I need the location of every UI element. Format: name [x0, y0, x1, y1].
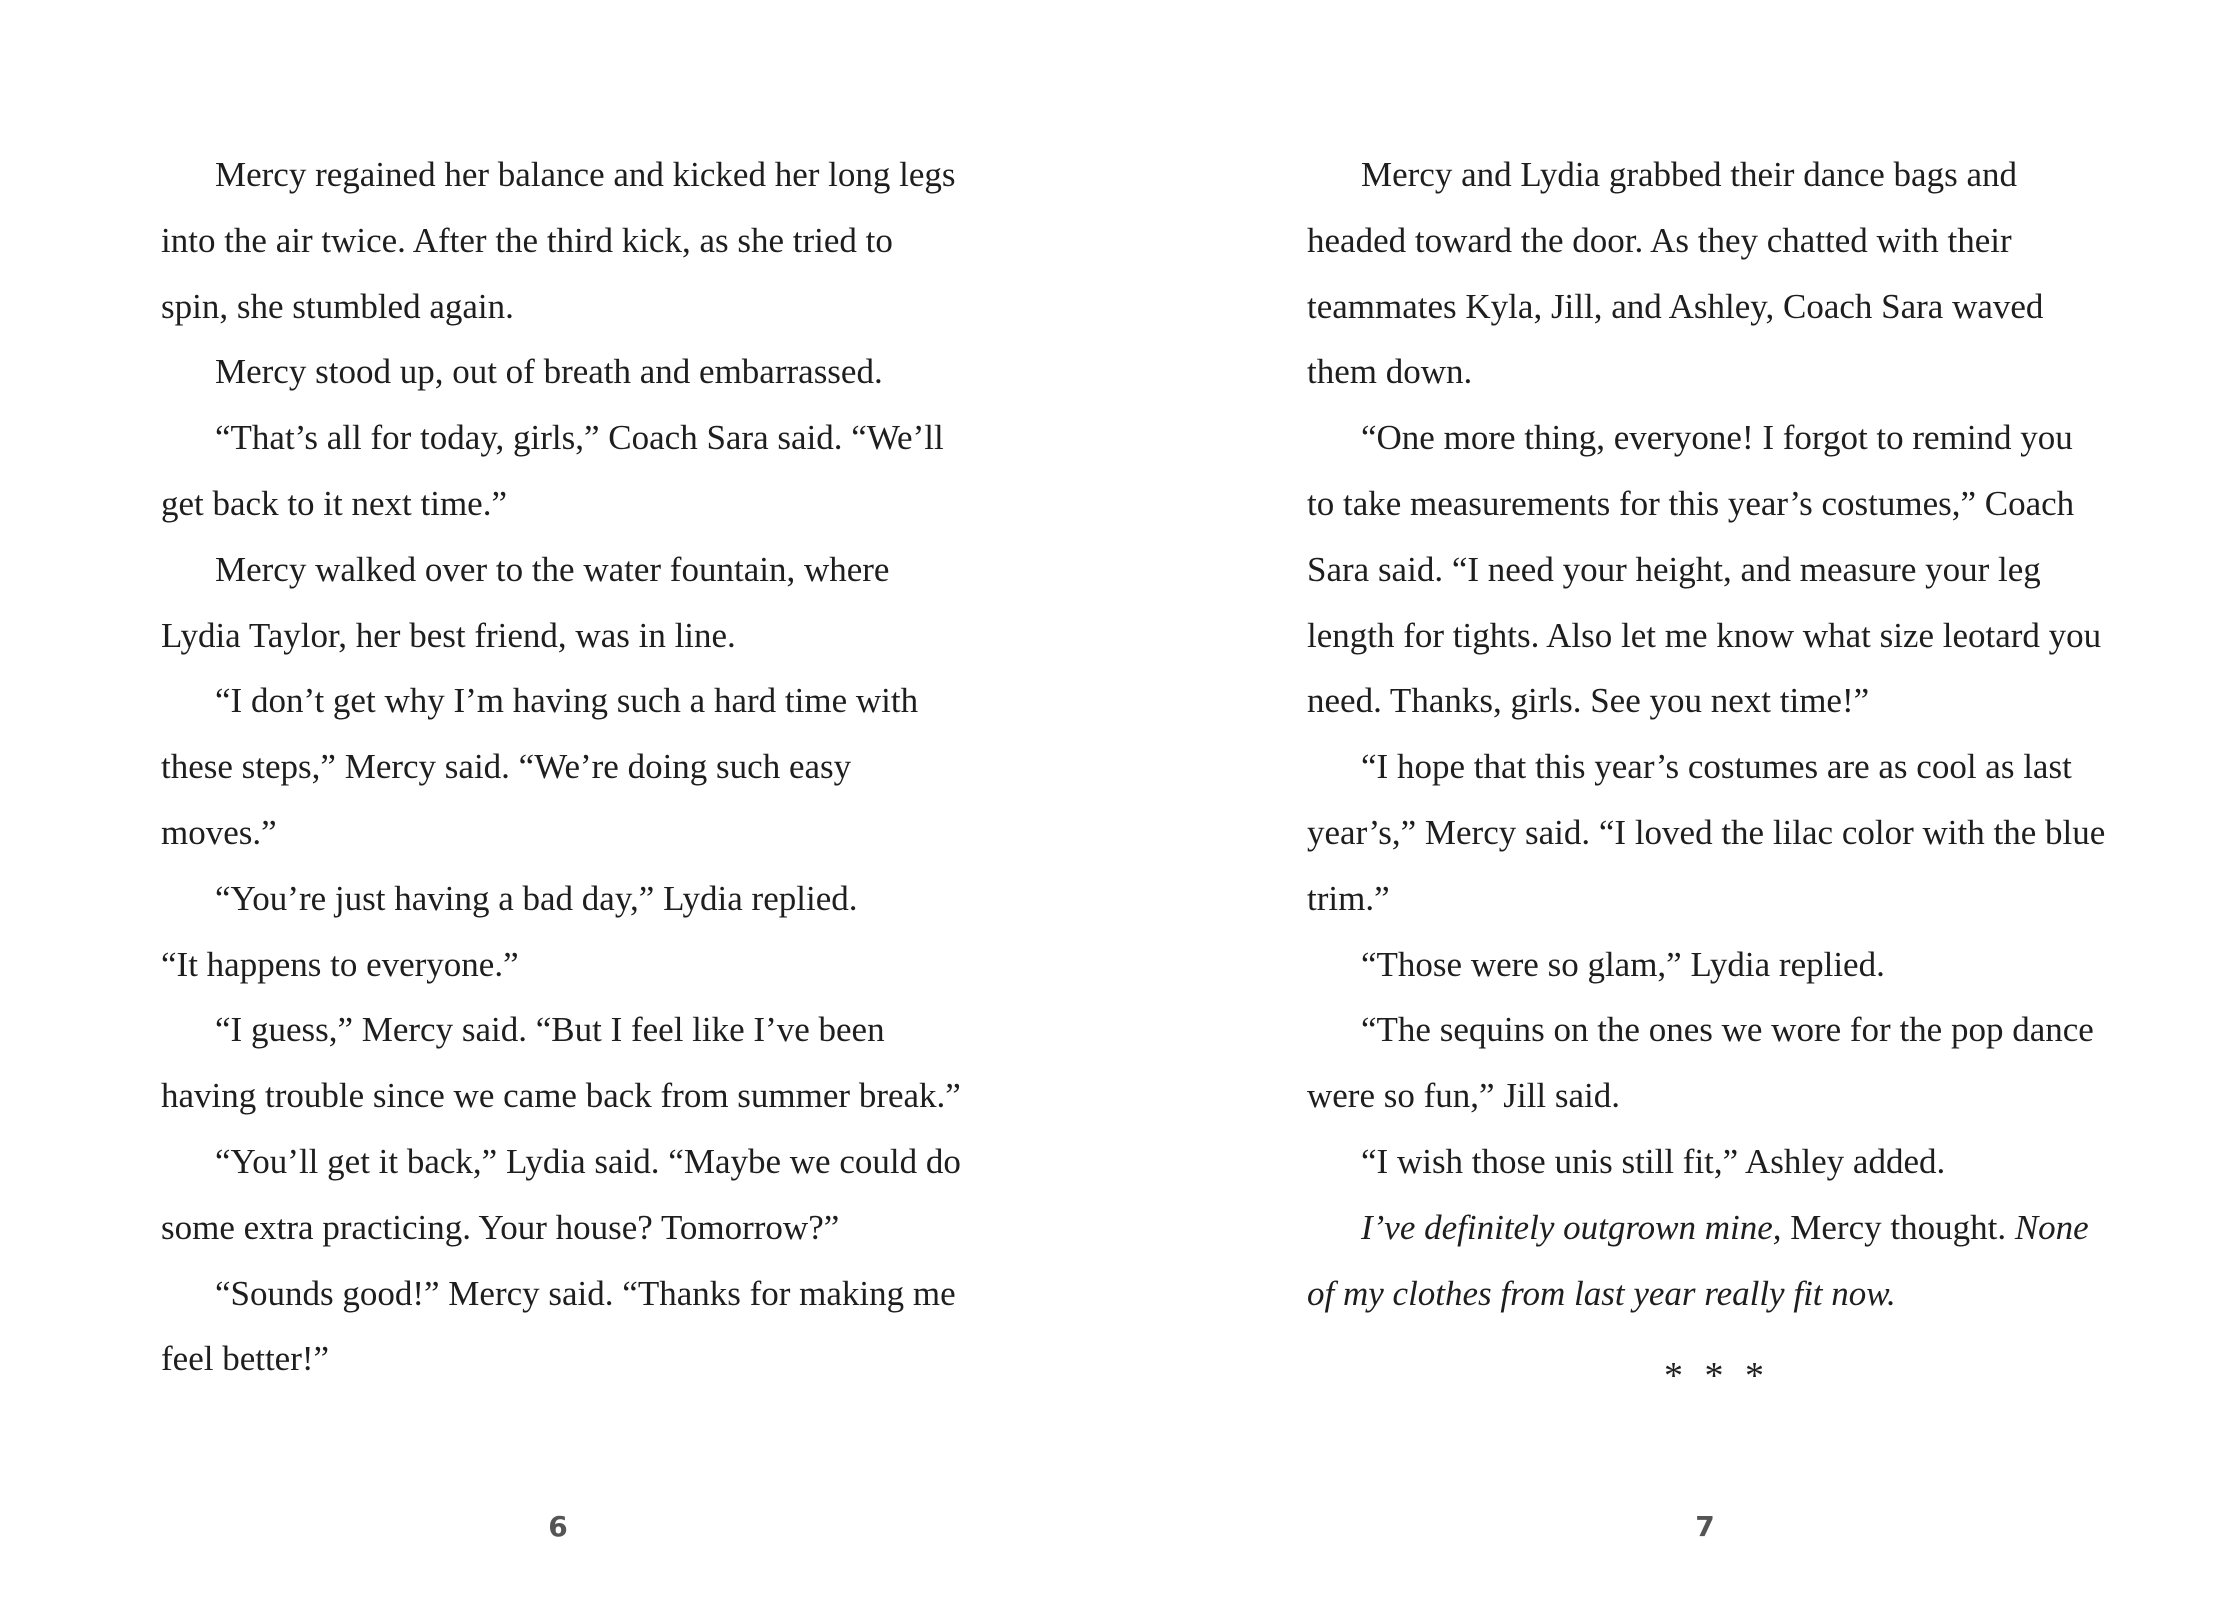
paragraph: “That’s all for today, girls,” Coach Sara said. “We’ll get back to it next time.”	[161, 418, 944, 523]
section-break: * * *	[1664, 1355, 1770, 1398]
left-page-text	[161, 142, 961, 1392]
paragraph: “I wish those unis still fit,” Ashley added.	[1361, 1141, 1946, 1181]
paragraph: “I hope that this year’s costumes are as cool as last year’s,” Mercy said. “I loved the lilac color with the blue trim.”	[1307, 747, 2106, 918]
page-number: 6	[548, 1510, 568, 1543]
paragraph: Mercy stood up, out of breath and embarrassed.	[215, 352, 883, 392]
right-page-text	[1307, 142, 2107, 1326]
paragraph: Mercy regained her balance and kicked her long legs into the air twice. After the third kick, as she tried to spin, she stumbled again.	[161, 155, 956, 326]
paragraph: Mercy walked over to the water fountain, where Lydia Taylor, her best friend, was in line.	[161, 549, 890, 655]
thought-attribution: Mercy thought.	[1781, 1207, 2015, 1247]
paragraph: “I guess,” Mercy said. “But I feel like I’ve been having trouble since we came back from summer break.”	[161, 1010, 961, 1116]
left-page	[161, 142, 961, 1562]
paragraph-continuation: “It happens to everyone.”	[161, 944, 519, 984]
paragraph: “The sequins on the ones we wore for the pop dance were so fun,” Jill said.	[1307, 1010, 2094, 1116]
paragraph: Mercy and Lydia grabbed their dance bags and headed toward the door. As they chatted with their teammates Kyla, Jill, and Ashley, Coach Sara waved them down.	[1307, 155, 2044, 392]
paragraph: “You’re just having a bad day,” Lydia replied.	[215, 878, 858, 918]
thought-italic-text: None of my clothes from last year really fit now.	[1307, 1207, 2089, 1313]
inner-thought-paragraph	[1307, 1195, 2107, 1327]
paragraph: “I don’t get why I’m having such a hard time with these steps,” Mercy said. “We’re doing such easy moves.”	[161, 681, 919, 852]
paragraph: “Sounds good!” Mercy said. “Thanks for making me feel better!”	[161, 1273, 956, 1379]
paragraph: “Those were so glam,” Lydia replied.	[1361, 944, 1885, 984]
right-page	[1307, 142, 2107, 1562]
page-number: 7	[1695, 1510, 1715, 1543]
paragraph: “You’ll get it back,” Lydia said. “Maybe we could do some extra practicing. Your house? Tomorrow?”	[161, 1141, 961, 1247]
paragraph: “One more thing, everyone! I forgot to remind you to take measurements for this year’s costumes,” Coach Sara said. “I need your height, and measure your leg length for tights. Also let me know what size leotard you need. Thanks, girls. See you next time!”	[1307, 418, 2102, 721]
thought-italic-text: I’ve definitely outgrown mine,	[1361, 1207, 1782, 1247]
